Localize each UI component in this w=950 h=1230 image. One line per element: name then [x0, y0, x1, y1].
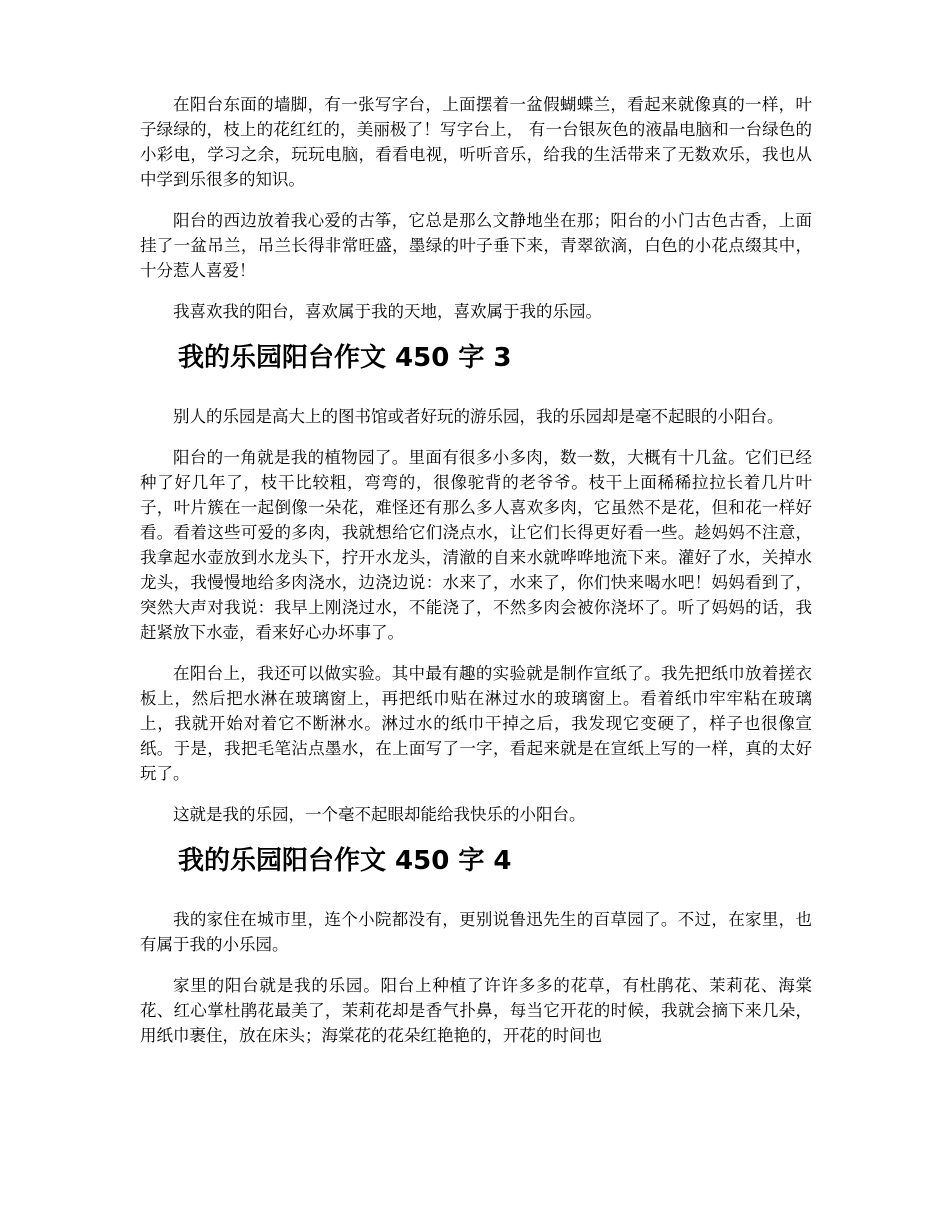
paragraph-flowers: 家里的阳台就是我的乐园。阳台上种植了许许多多的花草，有杜鹃花、茉莉花、海棠花、红心掌杜鹃花最美了，茉莉花却是香气扑鼻，每当它开花的时候，我就会摘下来几朵，用纸巾裹住，放在床头；海棠花的花朵红艳艳的，开花的时间也	[140, 976, 812, 1045]
paragraph-experiment: 在阳台上，我还可以做实验。其中最有趣的实验就是制作宣纸了。我先把纸巾放着搓衣板上，然后把水淋在玻璃窗上，再把纸巾贴在淋过水的玻璃窗上。看着纸巾牢牢粘在玻璃上，我就开始对着它不断淋水。淋过水的纸巾干掉之后，我发现它变硬了，样子也很像宣纸。于是，我把毛笔沾点墨水，在上面写了一字，看起来就是在宣纸上写的一样，真的太好玩了。	[140, 664, 812, 783]
paragraph-succulents: 阳台的一角就是我的植物园了。里面有很多小多肉，数一数，大概有十几盆。它们已经种了好几年了，枝干比较粗，弯弯的，很像驼背的老爷爷。枝干上面稀稀拉拉长着几片叶子，叶片簇在一起倒像一朵花，难怪还有那么多人喜欢多肉，它虽然不是花，但和花一样好看。看着这些可爱的多肉，我就想给它们浇点水，让它们长得更好看一些。趁妈妈不注意，我拿起水壶放到水龙头下，拧开水龙头，清澈的自来水就哗哗地流下来。灌好了水，关掉水龙头，我慢慢地给多肉浇水，边浇边说：水来了，水来了，你们快来喝水吧！妈妈看到了，突然大声对我说：我早上刚浇过水，不能浇了，不然多肉会被你浇坏了。听了妈妈的话，我赶紧放下水壶，看来好心办坏事了。	[140, 448, 812, 642]
paragraph-intro-4: 我的家住在城市里，连个小院都没有，更别说鲁迅先生的百草园了。不过，在家里，也有属于我的小乐园。	[140, 910, 812, 954]
paragraph-intro-3: 别人的乐园是高大上的图书馆或者好玩的游乐园，我的乐园却是毫不起眼的小阳台。	[173, 407, 784, 426]
paragraph-conclusion-1: 我喜欢我的阳台，喜欢属于我的天地，喜欢属于我的乐园。	[173, 302, 602, 321]
paragraph-west-guzheng: 阳台的西边放着我心爱的古筝，它总是那么文静地坐在那；阳台的小门古色古香，上面挂了一盆吊兰，吊兰长得非常旺盛，墨绿的叶子垂下来，青翠欲滴，白色的小花点缀其中，十分惹人喜爱！	[140, 211, 812, 280]
section-heading-4: 我的乐园阳台作文 450 字 4	[178, 846, 512, 876]
document-page	[140, 92, 812, 1064]
section-heading-3: 我的乐园阳台作文 450 字 3	[178, 343, 512, 373]
paragraph-east-desk: 在阳台东面的墙脚，有一张写字台，上面摆着一盆假蝴蝶兰，看起来就像真的一样，叶子绿绿的，枝上的花红红的，美丽极了！写字台上， 有一台银灰色的液晶电脑和一台绿色的小彩电，学习之余，玩玩电脑，看看电视，听听音乐，给我的生活带来了无数欢乐，我也从中学到乐很多的知识。	[140, 95, 812, 189]
paragraph-conclusion-3: 这就是我的乐园，一个毫不起眼却能给我快乐的小阳台。	[173, 805, 586, 824]
